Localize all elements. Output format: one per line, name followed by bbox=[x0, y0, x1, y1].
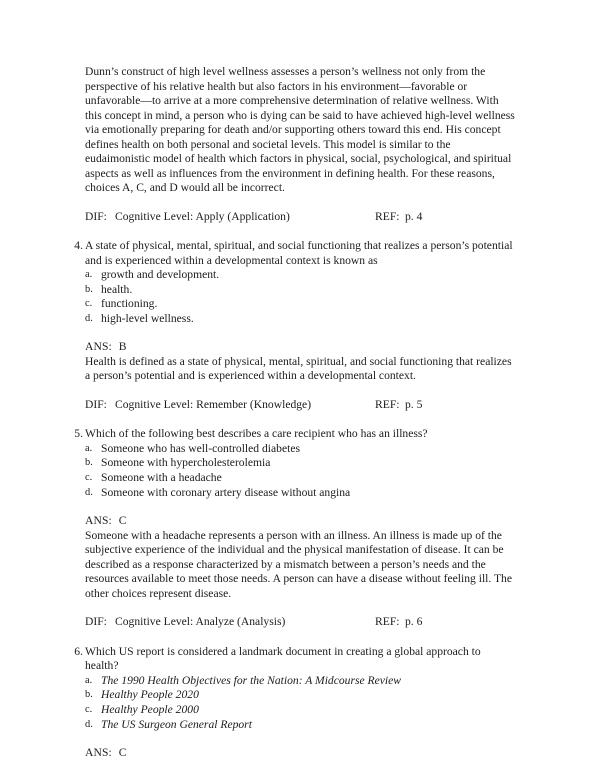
answer-options-list bbox=[70, 268, 516, 326]
answer-option[interactable] bbox=[85, 703, 516, 718]
dif-value: Cognitive Level: Analyze (Analysis) bbox=[115, 615, 286, 629]
ref-label: REF: bbox=[375, 209, 400, 223]
answer-block bbox=[85, 340, 516, 384]
option-text: high-level wellness. bbox=[101, 311, 194, 325]
question-number: 4. bbox=[74, 239, 83, 252]
answer-option[interactable] bbox=[85, 312, 516, 327]
question-item bbox=[70, 645, 516, 674]
ref-value: p. 4 bbox=[405, 209, 423, 223]
answer-option[interactable] bbox=[85, 283, 516, 298]
spacer bbox=[70, 630, 516, 645]
metadata-line bbox=[85, 615, 516, 630]
option-letter: a. bbox=[85, 269, 93, 280]
spacer bbox=[70, 196, 516, 210]
question-text: Which US report is considered a landmark document in creating a global approach to health? bbox=[85, 644, 481, 673]
option-letter: c. bbox=[85, 472, 93, 484]
option-text: Healthy People 2020 bbox=[101, 688, 199, 702]
answer-value: C bbox=[118, 746, 127, 760]
option-letter: a. bbox=[85, 442, 93, 454]
answer-value: B bbox=[118, 340, 127, 354]
rationale-text: Someone with a headache represents a person with an illness. An illness is made up of the subjective experience of the individual and the physical manifestation of disease. It can be described as a response characterized by a mismatch between a person’s needs and the resources available to meet those needs. A person can have a disease without feeling ill. The other choices represent disease. bbox=[85, 528, 513, 600]
answer-option[interactable] bbox=[85, 442, 516, 457]
metadata-line-intro bbox=[85, 210, 516, 225]
question-text: Which of the following best describes a care recipient who has an illness? bbox=[85, 427, 428, 441]
option-text: The US Surgeon General Report bbox=[101, 717, 252, 731]
dif-label: DIF: bbox=[85, 397, 107, 411]
rationale-paragraph-intro: Dunn’s construct of high level wellness assesses a person’s wellness not only from the perspective of his relative health but also factors in his environment—favorable or unfavorable—to arrive at a more comprehensive determination of relative wellness. With this concept in mind, a person who is dying can be said to have achieved high-level wellness via emotionally preparing for death and/or supporting others toward this end. His concept defines health on both personal and societal levels. This model is similar to the eudaimonistic model of health which factors in physical, social, psychological, and spiritual aspects as well as influences from the environment in defining health. For these reasons, choices A, C, and D would all be incorrect. bbox=[85, 65, 515, 194]
option-text: The 1990 Health Objectives for the Nation: A Midcourse Review bbox=[101, 673, 401, 687]
option-text: Healthy People 2000 bbox=[101, 702, 199, 716]
answer-options-list bbox=[70, 674, 516, 732]
answer-value: C bbox=[118, 514, 127, 528]
answer-block bbox=[85, 514, 516, 601]
answer-option[interactable] bbox=[85, 486, 516, 501]
dif-value: Cognitive Level: Remember (Knowledge) bbox=[115, 397, 312, 411]
spacer bbox=[70, 384, 516, 398]
dif-label: DIF: bbox=[85, 615, 107, 629]
answer-label: ANS: bbox=[85, 340, 112, 354]
spacer bbox=[70, 732, 516, 746]
rationale-text: Health is defined as a state of physical, mental, spiritual, and social functioning that realizes a person’s potential and is experienced within a developmental context. bbox=[85, 354, 512, 383]
answer-line bbox=[85, 340, 516, 355]
dif-value: Cognitive Level: Apply (Application) bbox=[115, 209, 290, 223]
answer-option[interactable] bbox=[85, 688, 516, 703]
spacer bbox=[70, 224, 516, 239]
ref-value: p. 5 bbox=[405, 397, 423, 411]
answer-option[interactable] bbox=[85, 268, 516, 283]
option-letter: b. bbox=[85, 457, 93, 469]
option-text: Someone who has well-controlled diabetes bbox=[101, 441, 300, 455]
answer-options-list bbox=[70, 442, 516, 500]
option-letter: a. bbox=[85, 674, 93, 686]
option-text: Someone with a headache bbox=[101, 471, 222, 485]
answer-option[interactable] bbox=[85, 456, 516, 471]
option-text: growth and development. bbox=[101, 268, 220, 281]
ref-label: REF: bbox=[375, 397, 400, 411]
question-item bbox=[70, 239, 516, 268]
metadata-line bbox=[85, 398, 516, 413]
answer-label: ANS: bbox=[85, 514, 112, 528]
spacer bbox=[70, 326, 516, 340]
answer-line bbox=[85, 746, 516, 761]
option-text: Someone with hypercholesterolemia bbox=[101, 456, 271, 470]
question-number: 5. bbox=[74, 427, 83, 441]
spacer bbox=[70, 412, 516, 427]
dif-label: DIF: bbox=[85, 209, 107, 223]
option-letter: c. bbox=[85, 298, 93, 310]
option-letter: d. bbox=[85, 486, 93, 498]
spacer bbox=[70, 601, 516, 615]
option-text: functioning. bbox=[101, 297, 158, 311]
answer-label: ANS: bbox=[85, 746, 112, 760]
option-letter: c. bbox=[85, 703, 93, 715]
answer-option[interactable] bbox=[85, 674, 516, 689]
answer-option[interactable] bbox=[85, 718, 516, 733]
question-text: A state of physical, mental, spiritual, and social functioning that realizes a person’s potential and is experienced within a developmental context is known as bbox=[85, 239, 513, 267]
option-letter: b. bbox=[85, 689, 93, 701]
ref-value: p. 6 bbox=[405, 615, 423, 629]
option-letter: d. bbox=[85, 718, 93, 730]
option-letter: b. bbox=[85, 283, 93, 295]
answer-block bbox=[85, 746, 516, 761]
ref-label: REF: bbox=[375, 615, 400, 629]
question-item bbox=[70, 427, 516, 442]
answer-option[interactable] bbox=[85, 471, 516, 486]
spacer bbox=[70, 500, 516, 514]
answer-line bbox=[85, 514, 516, 529]
question-number: 6. bbox=[74, 644, 83, 658]
option-text: Someone with coronary artery disease without angina bbox=[101, 485, 351, 499]
page-content bbox=[70, 65, 516, 761]
option-text: health. bbox=[101, 282, 133, 296]
option-letter: d. bbox=[85, 312, 93, 324]
answer-option[interactable] bbox=[85, 297, 516, 312]
